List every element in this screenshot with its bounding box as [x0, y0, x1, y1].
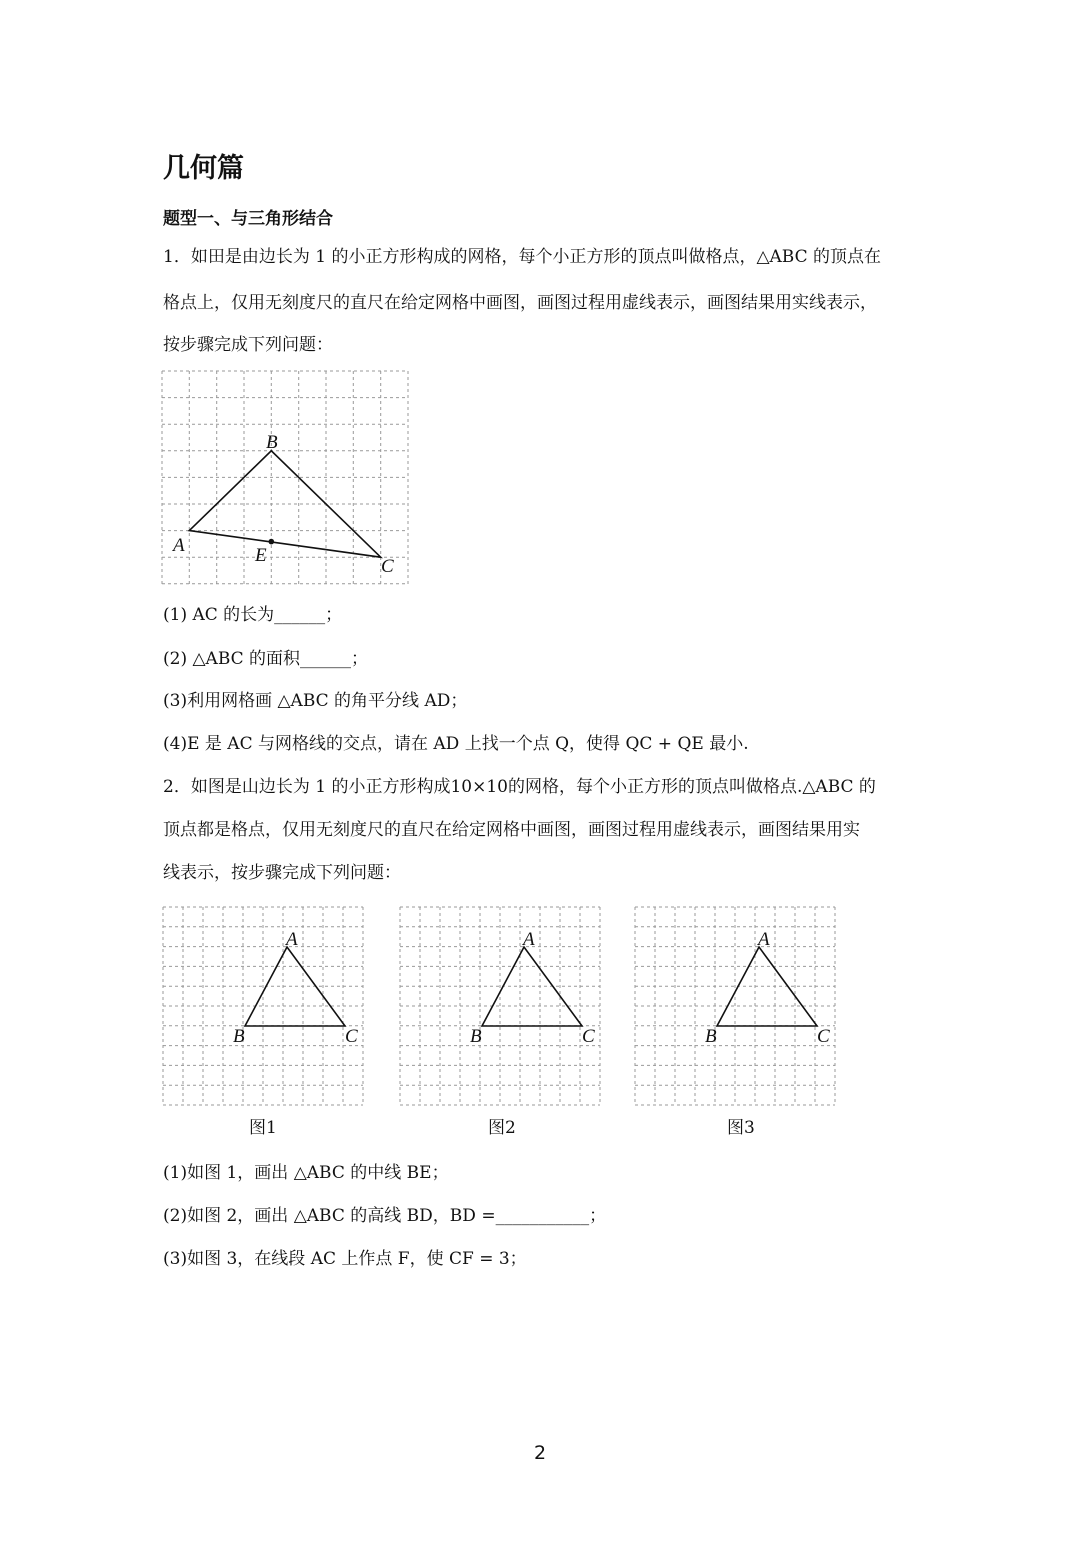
- q2-figure-1: [163, 907, 365, 1107]
- q2-part-3: (3)如图 3，在线段 AC 上作点 F，使 CF = 3；: [163, 1249, 527, 1269]
- q2-grid-lines: [400, 907, 600, 1105]
- q2-grid-lines: [163, 907, 363, 1105]
- section-heading: 题型一、与三角形结合: [163, 209, 333, 229]
- q2-line-2: 顶点都是格点，仅用无刻度尺的直尺在给定网格中画图，画图过程用虚线表示，画图结果用实: [163, 820, 860, 840]
- q1-label-e: E: [255, 545, 267, 566]
- q2f2-label-c: C: [582, 1026, 595, 1047]
- q2f3-label-b: B: [705, 1026, 717, 1047]
- q1-line-1: 1．如田是由边长为 1 的小正方形构成的网格，每个小正方形的顶点叫做格点，△ABC 的顶点在: [163, 247, 882, 267]
- q1-label-b: B: [266, 432, 278, 453]
- q2f2-label-b: B: [470, 1026, 482, 1047]
- q2f1-label-a: A: [286, 929, 298, 950]
- q1-part-4: (4)E 是 AC 与网格线的交点，请在 AD 上找一个点 Q，使得 QC + QE 最小.: [163, 734, 749, 754]
- figure-caption-3: 图3: [727, 1118, 755, 1138]
- q1-grid-figure: [162, 371, 410, 585]
- figure-caption-1: 图1: [249, 1118, 277, 1138]
- q2-grid-lines: [635, 907, 835, 1105]
- q2-figure-2: [400, 907, 602, 1107]
- q1-point-e: [269, 539, 275, 545]
- q2f3-label-c: C: [817, 1026, 830, 1047]
- q2f2-label-a: A: [523, 929, 535, 950]
- q2-figure-3: [635, 907, 837, 1107]
- q2-line-1: 2．如图是山边长为 1 的小正方形构成10×10的网格，每个小正方形的顶点叫做格点.△ABC 的: [163, 777, 876, 797]
- q1-line-3: 按步骤完成下列问题：: [163, 335, 333, 355]
- q2f1-label-c: C: [345, 1026, 358, 1047]
- q1-part-1: (1) AC 的长为______；: [163, 605, 343, 625]
- q1-part-3: (3)利用网格画 △ABC 的角平分线 AD；: [163, 691, 468, 711]
- q2f3-label-a: A: [758, 929, 770, 950]
- q1-grid-lines: [162, 371, 408, 584]
- q1-line-2: 格点上，仅用无刻度尺的直尺在给定网格中画图，画图过程用虚线表示，画图结果用实线表示，: [163, 293, 877, 313]
- page-title: 几何篇: [163, 153, 244, 184]
- q2-part-2: (2)如图 2，画出 △ABC 的高线 BD，BD =___________；: [163, 1206, 607, 1226]
- q2-line-3: 线表示，按步骤完成下列问题：: [163, 863, 401, 883]
- q1-part-2: (2) △ABC 的面积______；: [163, 649, 369, 669]
- page-number: 2: [533, 1442, 547, 1464]
- q2f1-label-b: B: [233, 1026, 245, 1047]
- q2-part-1: (1)如图 1，画出 △ABC 的中线 BE；: [163, 1163, 449, 1183]
- figure-caption-2: 图2: [488, 1118, 516, 1138]
- q1-label-c: C: [381, 556, 394, 577]
- q1-label-a: A: [173, 535, 185, 556]
